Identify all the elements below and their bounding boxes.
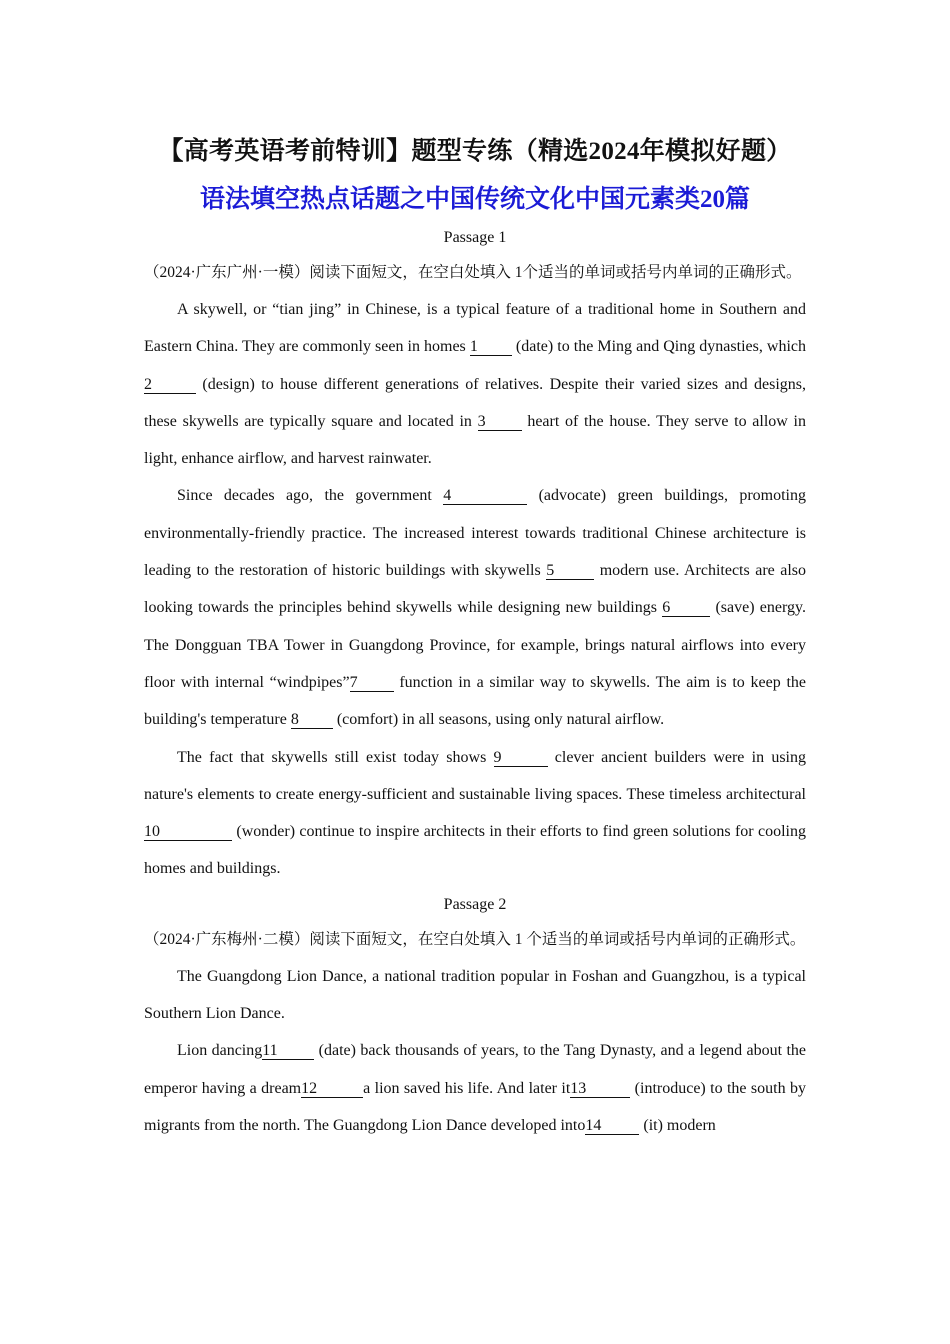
document-body xyxy=(144,221,806,1144)
passage-2-label: Passage 2 xyxy=(443,895,507,913)
text-run: Since decades ago, the government xyxy=(177,487,444,505)
blank-13[interactable]: 13 xyxy=(570,1080,630,1098)
blank-10[interactable]: 10 xyxy=(144,823,232,841)
blank-4[interactable]: 4 xyxy=(443,487,527,505)
text-run: a lion saved his life. And later it xyxy=(363,1079,571,1097)
blank-7[interactable]: 7 xyxy=(350,674,394,692)
text-run: (date) back thousands of years, to the Tang Dynasty, and a legend about the emperor having a dream xyxy=(144,1042,806,1097)
text-run: (save) energy. The Dongguan TBA Tower in Guangdong Province, for example, brings natural airflows into every floor with internal “windpipes” xyxy=(144,599,807,691)
text-run: (comfort) in all seasons, using only natural airflow. xyxy=(332,711,665,729)
blank-6[interactable]: 6 xyxy=(662,599,710,617)
passage-1-paragraph-3 xyxy=(144,739,806,888)
text-run: The fact that skywells still exist today shows xyxy=(177,748,494,766)
text-run: (introduce) to the south by migrants from the north. The Guangdong Lion Dance developed into xyxy=(144,1079,806,1134)
blank-14[interactable]: 14 xyxy=(585,1117,639,1135)
passage-2-source: （2024·广东梅州·二模）阅读下面短文，在空白处填入 1 个适当的单词或括号内单词的正确形式。 xyxy=(144,930,806,948)
text-run: function in a similar way to skywells. The aim is to keep the building's temperature xyxy=(144,673,806,729)
blank-5[interactable]: 5 xyxy=(546,562,594,580)
passage-1-paragraph-1 xyxy=(144,291,806,477)
document-subtitle: 语法填空热点话题之中国传统文化中国元素类20篇 xyxy=(199,186,750,213)
passage-1-paragraph-2 xyxy=(144,477,806,738)
blank-8[interactable]: 8 xyxy=(291,711,333,729)
blank-11[interactable]: 11 xyxy=(262,1042,314,1060)
passage-2-paragraph-2 xyxy=(144,1032,806,1144)
blank-12[interactable]: 12 xyxy=(301,1080,363,1098)
text-run: (design) to house different generations of relatives. Despite their varied sizes and designs, these skywells are typically square and located in xyxy=(144,375,806,430)
text-run: (it) modern xyxy=(639,1116,716,1134)
passage-1-label: Passage 1 xyxy=(443,229,507,246)
passage-1-source: （2024·广东广州·一模）阅读下面短文，在空白处填入 1个适当的单词或括号内单词的正确形式。 xyxy=(144,264,802,281)
blank-3[interactable]: 3 xyxy=(478,413,522,431)
blank-1[interactable]: 1 xyxy=(470,338,512,356)
text-run: (advocate) green buildings, promoting environmentally-friendly practice. The increased interest towards traditional Chinese architecture is leading to the restoration of historic buildings with skywells xyxy=(144,487,807,580)
blank-2[interactable]: 2 xyxy=(144,376,196,394)
text-run: (date) to the Ming and Qing dynasties, which xyxy=(511,338,806,356)
document-title: 【高考英语考前特训】题型专练（精选2024年模拟好题） xyxy=(158,138,792,165)
text-run: modern use. Architects are also looking towards the principles behind skywells while designing new buildings xyxy=(144,562,806,617)
passage-2-paragraph-1: The Guangdong Lion Dance, a national tradition popular in Foshan and Guangzhou, is a typical Southern Lion Dance. xyxy=(144,967,806,1023)
text-run: heart of the house. They serve to allow in light, enhance airflow, and harvest rainwater. xyxy=(144,412,806,468)
text-run: clever ancient builders were in using nature's elements to create energy-sufficient and sustainable living spaces. These timeless architectural xyxy=(144,748,807,803)
text-run: A skywell, or “tian jing” in Chinese, is a typical feature of a traditional home in Southern and Eastern China. They are commonly seen in homes xyxy=(144,301,806,356)
blank-9[interactable]: 9 xyxy=(494,749,548,767)
text-run: Lion dancing xyxy=(177,1042,263,1060)
text-run: (wonder) continue to inspire architects in their efforts to find green solutions for cooling homes and buildings. xyxy=(144,823,806,878)
